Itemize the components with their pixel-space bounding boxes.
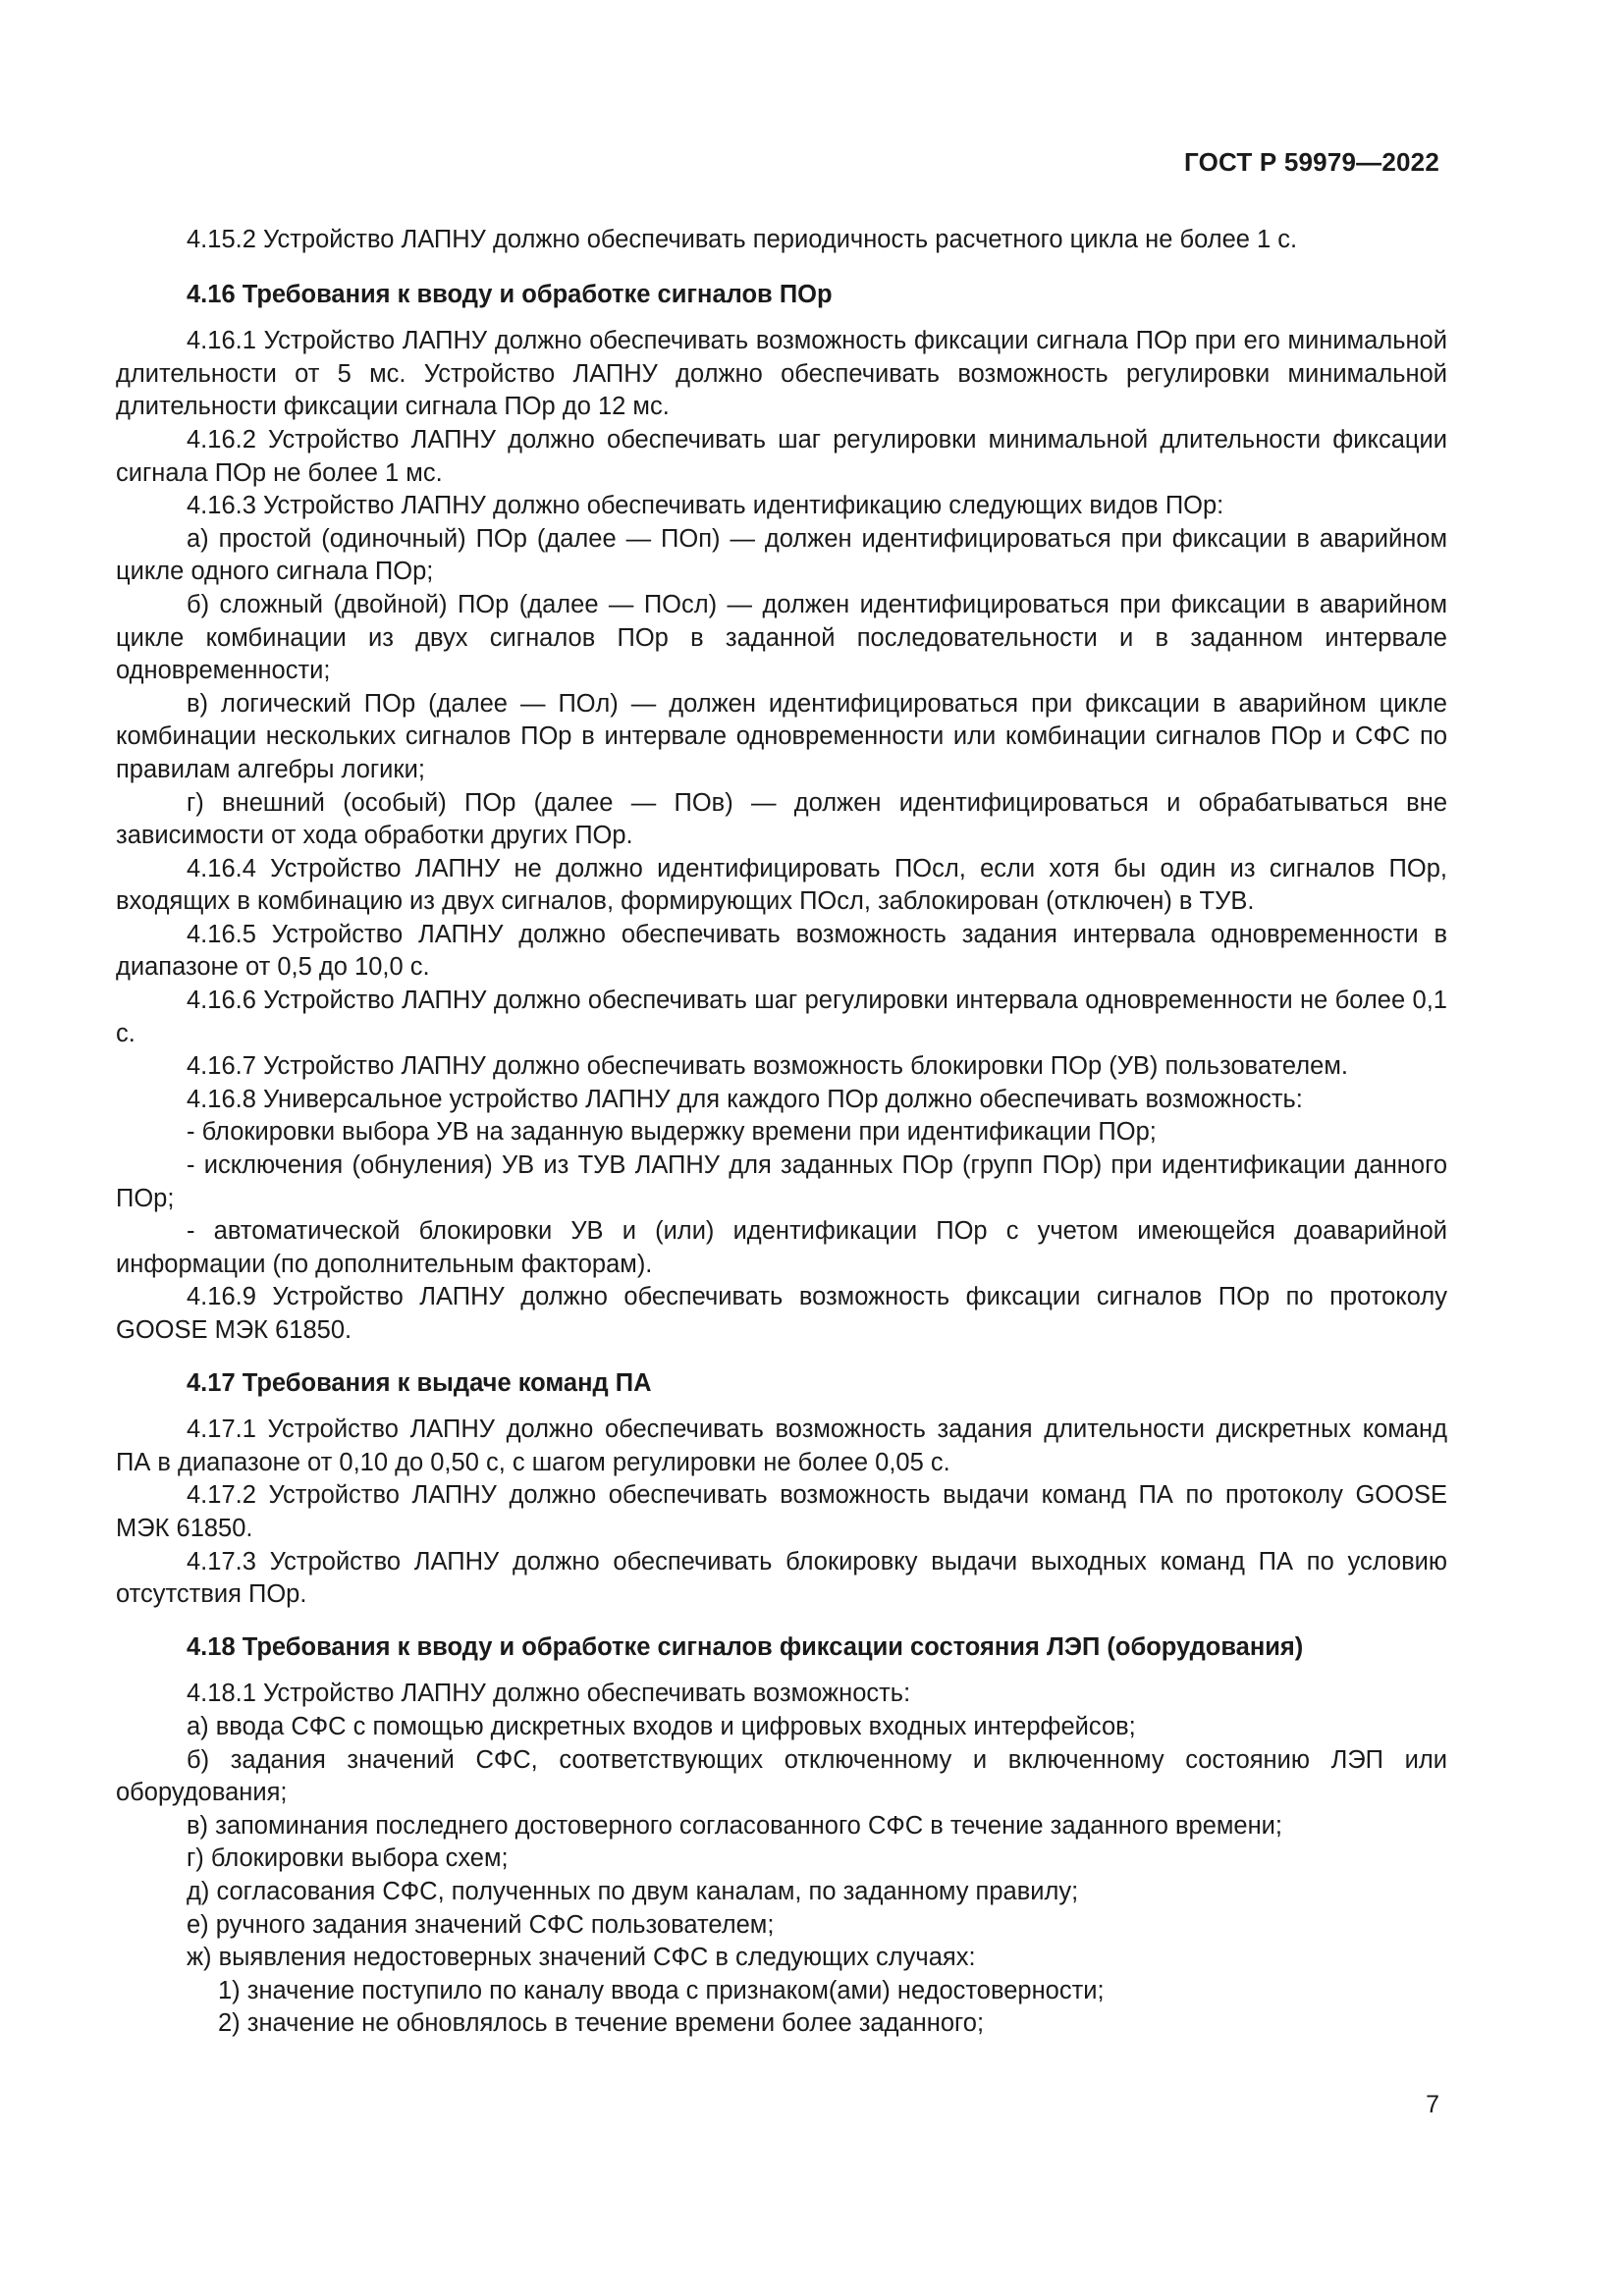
paragraph: 4.17.3 Устройство ЛАПНУ должно обеспечивать блокировку выдачи выходных команд ПА по условию отсутствия ПОр. xyxy=(116,1547,1447,1609)
list-item: ж) выявления недостоверных значений СФС в следующих случаях: xyxy=(187,1944,976,1972)
paragraph: 4.15.2 Устройство ЛАПНУ должно обеспечивать периодичность расчетного цикла не более 1 с. xyxy=(187,226,1298,253)
paragraph: 4.17.2 Устройство ЛАПНУ должно обеспечивать возможность выдачи команд ПА по протоколу GOOSE МЭК 61850. xyxy=(116,1481,1447,1542)
paragraph: 4.16.2 Устройство ЛАПНУ должно обеспечивать шаг регулировки минимальной длительности фиксации сигнала ПОр не более 1 мс. xyxy=(116,425,1447,487)
list-item: в) запоминания последнего достоверного согласованного СФС в течение заданного времени; xyxy=(187,1811,1282,1840)
list-item: б) сложный (двойной) ПОр (далее — ПОсл) — должен идентифицироваться при фиксации в аварийном цикле комбинации из двух сигналов ПОр в заданной последовательности и в заданном интервале одновременности; xyxy=(116,590,1447,685)
paragraph: 4.16.5 Устройство ЛАПНУ должно обеспечивать возможность задания интервала одновременности в диапазоне от 0,5 до 10,0 с. xyxy=(116,920,1447,982)
list-item: е) ручного задания значений СФС пользователем; xyxy=(187,1910,775,1939)
list-item: - блокировки выбора УВ на заданную выдержку времени при идентификации ПОр; xyxy=(187,1118,1157,1147)
section-heading: 4.17 Требования к выдаче команд ПА xyxy=(187,1368,652,1397)
paragraph: 4.16.3 Устройство ЛАПНУ должно обеспечивать идентификацию следующих видов ПОр: xyxy=(187,492,1224,520)
section-heading: 4.16 Требования к вводу и обработке сигналов ПОр xyxy=(187,280,833,308)
paragraph: 4.16.6 Устройство ЛАПНУ должно обеспечивать шаг регулировки интервала одновременности не более 0,1 с. xyxy=(116,987,1447,1047)
standard-number-header: ГОСТ Р 59979—2022 xyxy=(1184,147,1439,177)
paragraph: 4.17.1 Устройство ЛАПНУ должно обеспечивать возможность задания длительности дискретных команд ПА в диапазоне от 0,10 до 0,50 с, с шагом регулировки не более 0,05 с. xyxy=(116,1415,1447,1476)
list-item: г) внешний (особый) ПОр (далее — ПОв) — должен идентифицироваться и обрабатываться вне зависимости от хода обработки других ПОр. xyxy=(116,788,1447,850)
section-heading: 4.18 Требования к вводу и обработке сигналов фиксации состояния ЛЭП (оборудования) xyxy=(187,1632,1304,1661)
paragraph: 4.16.1 Устройство ЛАПНУ должно обеспечивать возможность фиксации сигнала ПОр при его минимальной длительности от 5 мс. Устройство ЛАПНУ должно обеспечивать возможность регулировки минимальной длительности фиксации сигнала ПОр до 12 мс. xyxy=(116,327,1447,421)
list-item: д) согласования СФС, полученных по двум каналам, по заданному правилу; xyxy=(187,1877,1079,1905)
paragraph: 4.16.8 Универсальное устройство ЛАПНУ для каждого ПОр должно обеспечивать возможность: xyxy=(187,1085,1303,1113)
list-item: б) задания значений СФС, соответствующих отключенному и включенному состоянию ЛЭП или оборудования; xyxy=(116,1745,1447,1807)
paragraph: 4.16.9 Устройство ЛАПНУ должно обеспечивать возможность фиксации сигналов ПОр по протоколу GOOSE МЭК 61850. xyxy=(116,1283,1447,1344)
paragraph: 4.18.1 Устройство ЛАПНУ должно обеспечивать возможность: xyxy=(187,1680,911,1708)
list-item: в) логический ПОр (далее — ПОл) — должен идентифицироваться при фиксации в аварийном цикле комбинации нескольких сигналов ПОр в интервале одновременности или комбинации сигналов ПОр и СФС по правилам алгебры логики; xyxy=(116,689,1447,783)
paragraph: 4.16.7 Устройство ЛАПНУ должно обеспечивать возможность блокировки ПОр (УВ) пользователем. xyxy=(187,1052,1348,1081)
sub-list-item: 2) значение не обновлялось в течение времени более заданного; xyxy=(218,2009,985,2038)
list-item: а) простой (одиночный) ПОр (далее — ПОп) — должен идентифицироваться при фиксации в аварийном цикле одного сигнала ПОр; xyxy=(116,524,1447,586)
sub-list-item: 1) значение поступило по каналу ввода с признаком(ами) недостоверности; xyxy=(218,1976,1105,2004)
document-body xyxy=(116,224,1447,2041)
paragraph: 4.16.4 Устройство ЛАПНУ не должно идентифицировать ПОсл, если хотя бы один из сигналов ПОр, входящих в комбинацию из двух сигналов, формирующих ПОсл, заблокирован (отключен) в ТУВ. xyxy=(116,854,1447,916)
list-item: - автоматической блокировки УВ и (или) идентификации ПОр с учетом имеющейся доаварийной информации (по дополнительным факторам). xyxy=(116,1217,1447,1278)
list-item: - исключения (обнуления) УВ из ТУВ ЛАПНУ для заданных ПОр (групп ПОр) при идентификации данного ПОр; xyxy=(116,1151,1447,1212)
page-number: 7 xyxy=(1426,2091,1439,2118)
list-item: г) блокировки выбора схем; xyxy=(187,1844,509,1873)
list-item: а) ввода СФС с помощью дискретных входов и цифровых входных интерфейсов; xyxy=(187,1712,1136,1740)
